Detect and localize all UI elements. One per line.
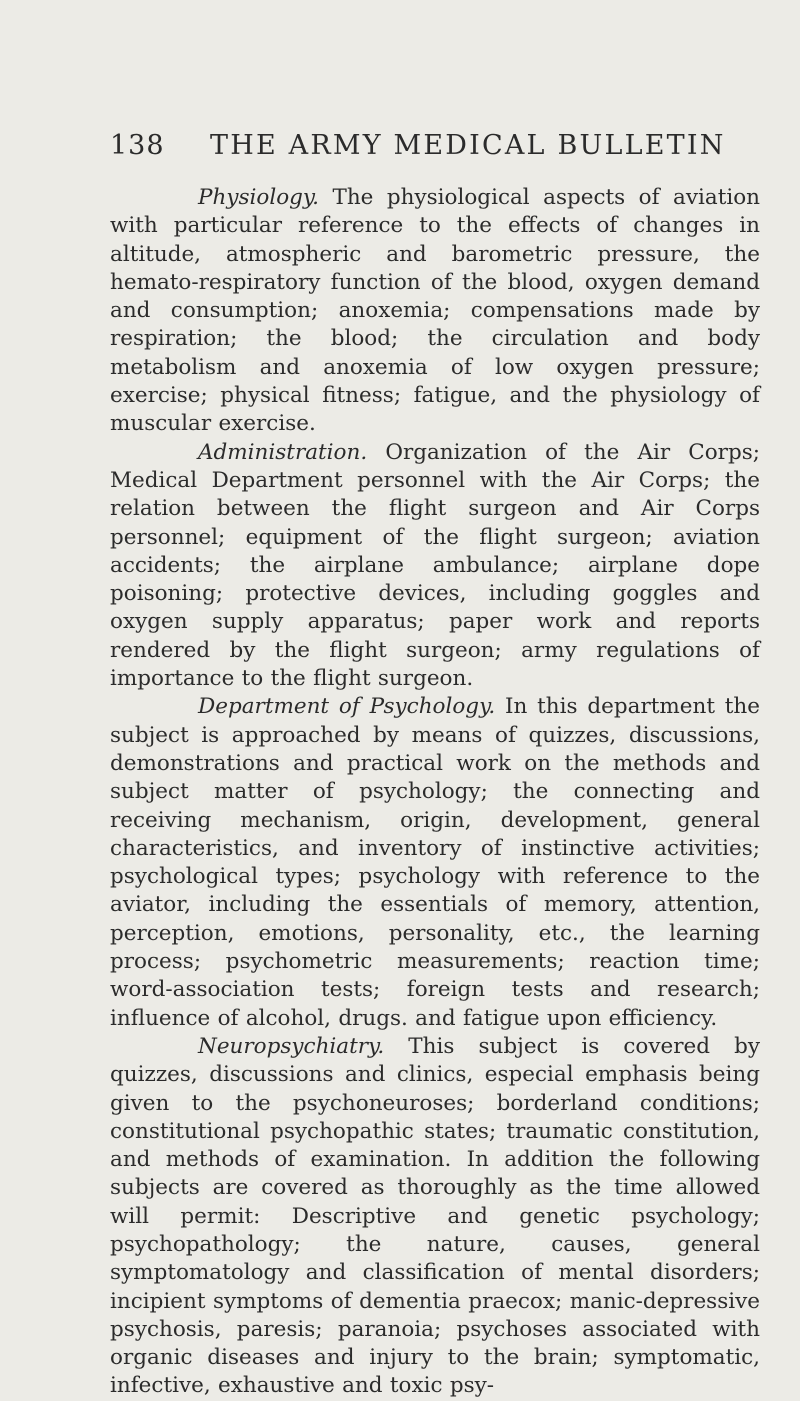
- paragraph-neuropsychiatry: [110, 1033, 760, 1401]
- paragraph-heading: Department of Psychology.: [198, 694, 496, 720]
- page-header: [110, 130, 750, 170]
- running-title: THE ARMY MEDICAL BULLETIN: [210, 130, 726, 161]
- paragraph-psychology: [110, 693, 760, 1033]
- body-text: [110, 184, 760, 1401]
- paragraph-heading: Physiology.: [198, 185, 320, 210]
- paragraph-text: This subject is covered by quizzes, discussions and clinics, especial emphasis being given to the psychoneuroses; borderland conditions; constitutional psychopathic states; traumatic constitution, and methods of examination. In addition the following subjects are covered as thoroughly as the time allowed will permit: Descriptive and genetic psychology; psychopathology; the nature, causes, general symptomatology and classification of mental disorders; incipient symptoms of dementia praecox; manic-depressive psychosis, paresis; paranoia; psychoses associated with organic diseases and injury to the brain; symptomatic, infective, exhaustive and toxic psy-: [110, 1033, 760, 1399]
- paragraph-text: Organization of the Air Corps; Medical Department personnel with the Air Corps; the relation between the flight surgeon and Air Corps personnel; equipment of the flight surgeon; aviation accidents; the airplane ambulance; airplane dope poisoning; protective devices, including goggles and oxygen supply apparatus; paper work and reports rendered by the flight surgeon; army regulations of importance to the flight surgeon.: [110, 439, 760, 692]
- paragraph-physiology: [110, 184, 760, 439]
- paragraph-text: The physiological aspects of aviation with particular reference to the effects of changes in altitude, atmospheric and barometric pressure, the hemato-respiratory function of the blood, oxygen demand and consumption; anoxemia; compensations made by respiration; the blood; the circulation and body metabolism and anoxemia of low oxygen pressure; exercise; physical fitness; fatigue, and the physiology of muscular exercise.: [110, 185, 760, 437]
- paragraph-heading: Administration.: [198, 439, 368, 465]
- paragraph-text: In this department the subject is approached by means of quizzes, discussions, demonstrations and practical work on the methods and subject matter of psychology; the connecting and receiving mechanism, origin, development, general characteristics, and inventory of instinctive activities; psychological types; psychology with reference to the aviator, including the essentials of memory, attention, perception, emotions, personality, etc., the learning process; psychometric measurements; reaction time; word-association tests; foreign tests and research; influence of alcohol, drugs. and fatigue upon efficiency.: [110, 694, 760, 1031]
- paragraph-administration: [110, 439, 760, 694]
- page-number: 138: [110, 130, 165, 161]
- paragraph-heading: Neuropsychiatry.: [198, 1033, 385, 1059]
